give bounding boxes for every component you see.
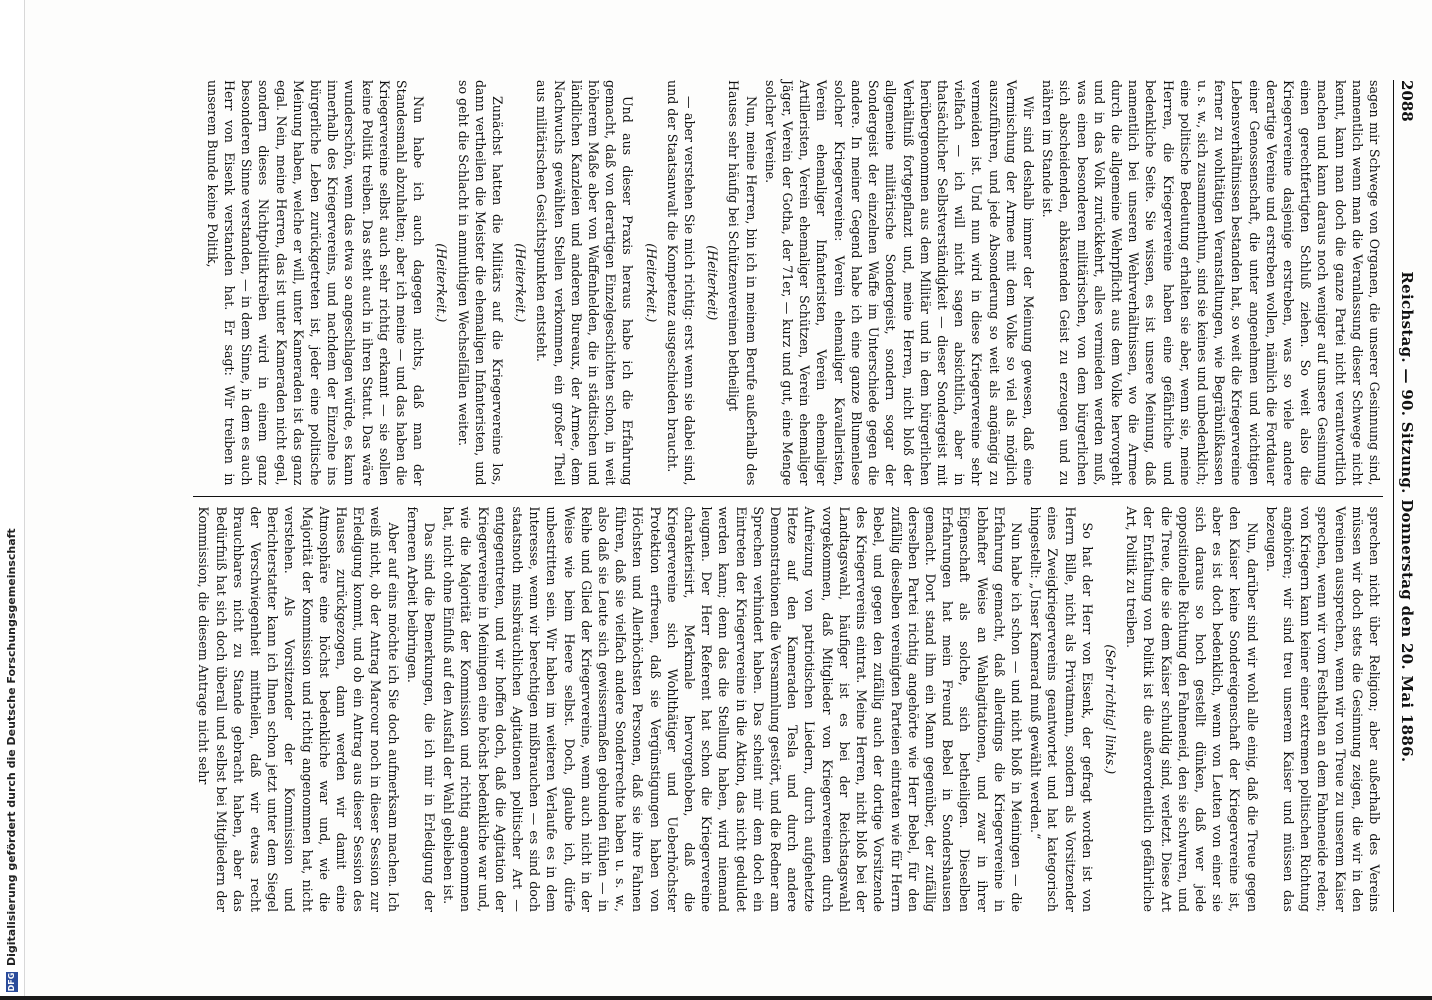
paragraph: So hat der Herr von Eisenk, der gefragt worden ist von Herrn Bille, nicht als Privatmann, sondern als Vorsitzender eines Zweigkriegervereins geantwortet und hat kategorisch hingestellt: „Unser Kamerad muß gewählt werden.“ xyxy=(1028,506,1095,912)
digitization-credit xyxy=(2,0,22,1000)
paragraph: — aber verstehen Sie mich richtig: erst wenn sie dabei sind, und der Staatsanwalt die Kompetenz ausgeschieden braucht. xyxy=(664,80,698,486)
interjection: (Heiterkeit.) xyxy=(643,243,659,323)
paragraph: Zunächst hatten die Militärs auf die Kriegervereine los, dann vertheilen die Meister die ehemaligen Infanteristen, und so geht die Schlacht in anmuthigen Wechselfällen weiter. xyxy=(455,80,506,486)
paragraph: sprechen nicht über Religion; aber außerhalb des Vereins müssen wir doch stets die Gesinnung zeigen, die wir in den Vereinen aussprechen, wenn wir von Treue zu unserem Kaiser sprechen, wenn wir vom Festhalten an dem Fahneneide reden; von Kriegern kann keiner einer extremen politischen Richtung angehören; wir sind treu unserem Kaiser und müssen das bezeugen. xyxy=(1263,506,1382,912)
interjection: (Heiterkeit) xyxy=(705,245,721,321)
printed-page xyxy=(110,62,1430,930)
right-column xyxy=(193,497,1383,913)
interjection: (Heiterkeit.) xyxy=(434,243,450,323)
dfg-logo-icon: DFG xyxy=(7,972,16,992)
paragraph: Nun, darüber sind wir wohl alle einig, daß die Treue gegen den Kaiser keine Sondereigenschaft der Kriegervereine ist, aber es ist doch bedenklich, wenn von Leuten von einer sie sich daraus so hoch gestellt dünken, daß wer jede oppositionelle Richtung den Fahneneid, den sie schwuren, und die Treue, die sie dem Kaiser schuldig sind, verletzt. Diese Art der Entfaltung von Politik ist die außerordentlich gefährliche Art, Politik zu treiben. xyxy=(1124,506,1260,912)
paragraph: sagen mir Schwege von Organen, die unserer Gesinnung sind, namentlich wenn man die Veranlassung dieser Schwege nicht kennt, kann man doch die ganze Partei nicht verantwortlich machen und kann daraus noch weniger auf unsere Gesinnung einen gerechtfertigten Schluß ziehen. So weit also die Kriegervereine dasjenige erstreben, was so viele andere derartige Vereine und erstreben wollen, nämlich die Fortdauer einer Genossenschaft, die unter angenehmen und wichtigen Lebensverhältnissen bestanden hat, so weit die Kriegervereine ferner zu wohltätigen Veranstaltungen, wie Begräbnißkassen u. s. w., sich zusammenthun, sind sie keines und unbedenklich; eine politische Bedeutung erhalten sie aber, wenn sie, meine Herren, die Kriegervereine haben eine gefährliche und bedenkliche Seite. Sie wissen, es ist unsere Meinung, daß namentlich bei unseren Wehrverhältnissen, wo die Armee durch die allgemeine Wehrpflicht aus dem Volke hervorgeht und in das Volk zurückkehrt, alles vermieden werden muß, was einen besonderen militärischen, von dem bürgerlichen sich abscheidenden, abkastenden Geist zu erzeugen und zu nähren im Stande ist. xyxy=(1040,80,1382,486)
interjection: (Heiterkeit.) xyxy=(513,243,529,323)
page-number: 2088 xyxy=(1398,80,1416,122)
paragraph: Und aus dieser Praxis heraus habe ich die Erfahrung gemacht, daß von derartigen Einzelgeschichten schon, in weit höherem Maße aber von Waffenhelden, die in städtischen und ländlichen Kanzleien und anderen Bureaux, der Armee, dem Nachwuchs gewählten Stellen verkommen, ein großer Theil aus militärischen Gesichtspunkten entsteht. xyxy=(534,80,636,486)
paragraph: Wir sind deshalb immer der Meinung gewesen, daß eine Vermischung der Armee mit dem Volke so viel als möglich auszuführen, und jede Absonderung so weit als angängig zu vermeiden ist. Und nun wird in diese Kriegervereine sehr vielfach — ich will nicht sagen absichtlich, aber in thatsächlicher Selbstverständigkeit — dieser Sondergeist mit herübergenommen aus dem Militär und in dem bürgerlichen Verhältniß fortgepflanzt und, meine Herren, nicht bloß der allgemeine militärische Sondergeist, sondern sogar der Sondergeist der einzelnen Waffe im Unterschiede gegen die andere. In meiner Gegend habe ich eine ganze Blumenlese solcher Kriegervereine: Verein ehemaliger Kavalleristen, Verein ehemaliger Infanteristen, Verein ehemaliger Artilleristen, Verein ehemaliger Schützen, Verein ehemaliger Jäger, Verein der Gotha, der 71er, — kurz und gut, eine Menge solcher Vereine. xyxy=(762,80,1036,486)
digitization-sidebar xyxy=(0,0,25,1000)
paragraph: Nun habe ich schon — und nicht bloß in Meiningen — die Erfahrung gemacht, daß allerdings die Kriegervereine in lebhafter Weise an Wahlagitationen, und zwar in ihrer Eigenschaft als solche, sich betheiligen. Dieselben Erfahrungen hat mein Freund Bebel in Sondershausen gemacht. Dort stand ihm ein Mann gegenüber, der zufällig derselben Partei richtig angehörte wie Herr Bebel, für den zufällig dieselben vereinigten Parteien eintraten wie für Herrn Bebel, und gegen den zufällig auch der dortige Vorsitzende des Kriegervereins eintrat. Meine Herren, nicht bloß bei der Landtagswahl, häufiger ist es bei der Reichstagswahl vorgekommen, daß Mitglieder von Kriegervereinen durch Aufreizung von patriotischen Liedern, durch aufgehetzte Hetze auf den Kameraden Tesla und durch andere Demonstrationen die Versammlung gestört, und die Redner am Sprechen verhindert haben. Das scheint mir dem doch ein Eintreten der Kriegervereine in die Aktion, das nicht geduldet werden kann; denn das die Stellung haben, wird niemand leugnen. Der Herr Referent hat schon die Kriegervereine charakterisirt, Merkmale hervorgehoben, daß die Kriegervereine sich Wohlthätiger und Ueberhöchster Protektion erfreuen, daß sie Vergünstigungen haben von Höchsten und Allerhöchsten Personen, daß sie ihre Fahnen führen, daß sie vielfach andere Sonderrechte haben u. s. w., also daß sie Leute sich gewissermaßen gebunden fühlen — in Reihe und Glied der Kriegervereine, wenn auch nicht in der Weise wie beim Heere selbst. Doch, glaube ich, dürfe unbestritten sein. Wir haben im weiteren Verlaufe es in dem Interesse, wenn wir berechtigen mißbrauchen — es sind doch staatsnoth missbräuchlichen Agitationen politischer Art — entgegentreten, und wir hoffen doch, daß die Agitation der Kriegervereine in Meiningen eine höchst bedenkliche war und, wie die Majorität der Kommission und richtig angenommen hat, nicht ohne Einfluß auf den Ausfall der Wahl geblieben ist. xyxy=(441,506,1024,912)
text-columns xyxy=(193,80,1383,912)
scan-border xyxy=(0,996,1432,1000)
digitization-credit-text: Digitalisierung gefördert durch die Deutsche Forschungsgemeinschaft xyxy=(5,528,18,966)
interjection: (Sehr richtig! links.) xyxy=(1102,644,1118,775)
page-title: Reichstag. — 90. Sitzung. Donnerstag den 20. Mai 1886. xyxy=(1398,271,1416,763)
left-column xyxy=(193,80,1383,497)
paragraph: Das sind die Bemerkungen, die ich mir in Erledigung der ferneren Arbeit beibringen. xyxy=(404,506,438,912)
paragraph: Nun habe ich auch dagegen nichts, daß man der Standesmahl abzuhalten; aber ich meine — und das haben die Kriegervereine selbst auch sehr richtig erkannt — sie sollen keine Politik treiben. Das steht auch in ihren Statut. Das wäre wunderschön, wenn das etwa so angeschlagen würde, es kann innerhalb des Kriegervereins, und nachdem der Einzelne ins bürgerliche Leben zurückgetreten ist, jeder eine politische Meinung haben, welche er will, unter Kameraden ist das ganz egal. Nein, meine Herren, das ist unter Kameraden nicht egal, sondern dieses Nichtpolitiktreiben wird in einem ganz besonderen Sinne verstanden, — in dem Sinne, in dem es auch Herr von Eisenk verstanden hat. Er sagt: Wir treiben in unserem Bunde keine Politik, xyxy=(204,80,427,486)
page-header xyxy=(1393,80,1416,912)
paragraph: Aber auf eins möchte ich Sie doch aufmerksam machen. Ich weiß nicht, ob der Antrag Marcour noch in dieser Session zur Erledigung kommt, und ob ein Antrag aus dieser Session des Hauses zurückgezogen, dann werden wir damit eine Atmosphäre eine höchst bedenkliche war und, wie die Majorität der Kommission und richtig angenommen hat, nicht verstehen. Als Vorsitzender der Kommission und Berichterstatter kann ich Ihnen schon jetzt unter dem Siegel der Verschwiegenheit mittheilen, daß wir etwas recht Brauchbares nicht zu Stande gebracht haben, aber das Bedürfniß hat sich doch überall und selbst bei Mitgliedern der Kommission, die diesem Antrage nicht sehr xyxy=(196,506,401,912)
paragraph: Nun, meine Herren, bin ich in meinem Berufe außerhalb des Hauses sehr häufig bei Schützenvereinen betheiligt xyxy=(726,80,759,486)
